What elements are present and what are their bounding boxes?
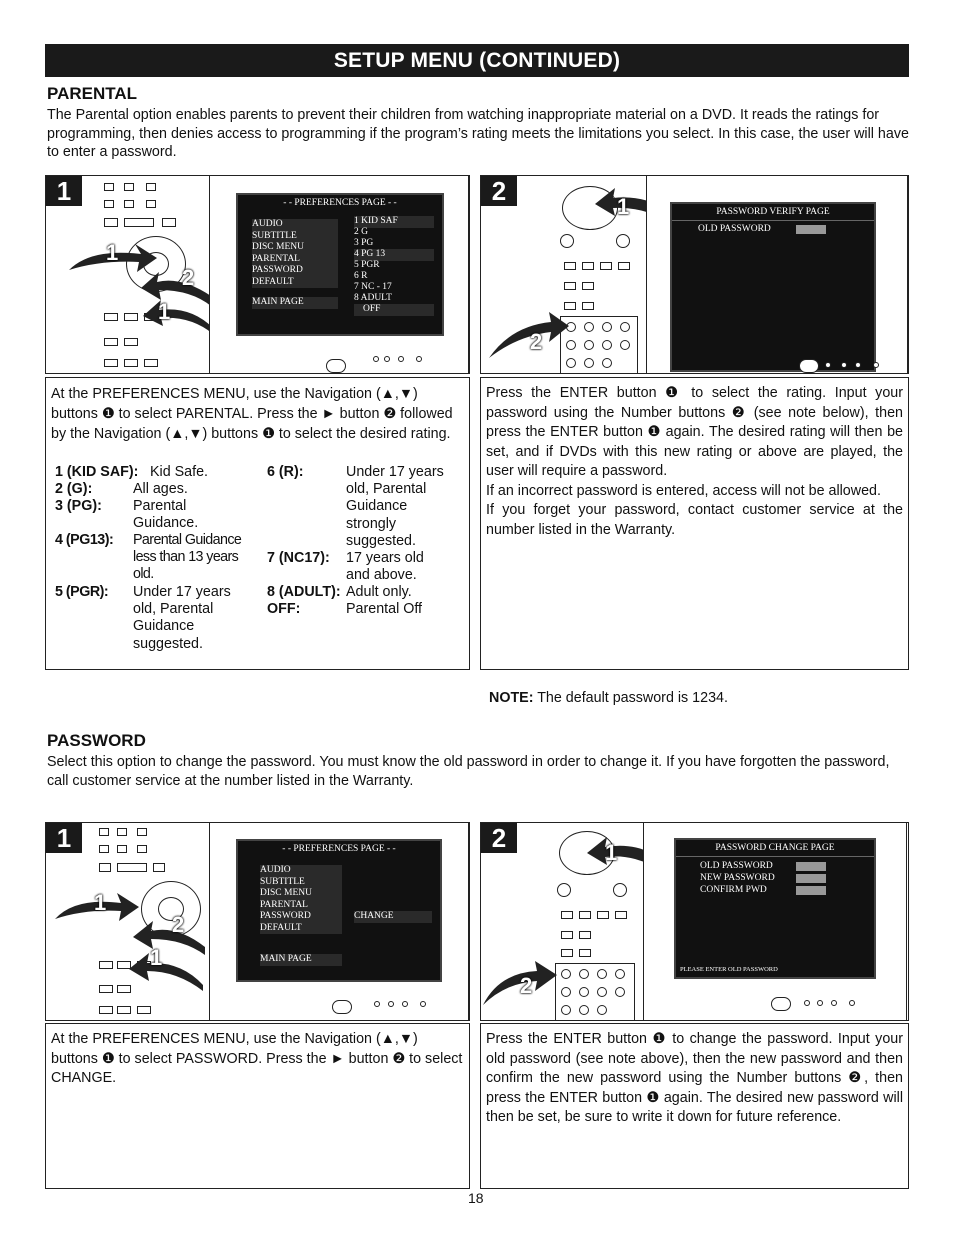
rating-value: Parental Guidance. [133, 498, 199, 532]
callout-number: 2 [182, 265, 195, 290]
tv-control-dot [831, 1000, 837, 1006]
note-text: The default password is 1234. [533, 690, 728, 706]
remote-button [146, 200, 156, 208]
callout-number: 1 [150, 945, 163, 970]
remote-button [104, 183, 114, 191]
remote-button [99, 828, 109, 836]
instruction-paragraph: Press the ENTER button ❶ to select the rating. Input your password using the Number buttons ❷ (see note below), then press the ENTER button ❶ again. The desired rating will then be set, and if DVDs with this new rating or above are played, the user will require a password. [486, 385, 903, 479]
remote-button [117, 863, 147, 872]
osd-menu-item: PARENTAL [260, 900, 342, 912]
note-label: NOTE: [489, 690, 534, 706]
osd-field-label: CONFIRM PWD [700, 885, 767, 895]
tv-control-dot [384, 356, 390, 362]
tv-control-dot [817, 1000, 823, 1006]
step-number: 2 [481, 823, 517, 853]
remote-button [162, 218, 176, 227]
parental-instructions-text: At the PREFERENCES MENU, use the Navigation (▲,▼) buttons ❶ to select PARENTAL. Press the ► button ❷ followed by the Navigation (▲,▼) buttons ❶ to select the desired rating. [51, 386, 453, 442]
password-figure-2 [480, 822, 909, 1021]
tv-control-dot [841, 362, 847, 368]
confirm-password-box [796, 886, 826, 895]
password-intro: Select this option to change the password. You must know the old password in order to change it. If you have forgotten the password, call customer service at the number listed in the Warranty. [47, 754, 890, 789]
osd-title: PASSWORD CHANGE PAGE [676, 843, 874, 857]
osd-prompt: PLEASE ENTER OLD PASSWORD [680, 966, 778, 973]
rating-key: 4 (PG13): [55, 532, 114, 548]
osd-field-label: OLD PASSWORD [698, 224, 771, 234]
instruction-paragraph: If you forget your password, contact customer service at the number listed in the Warranty. [486, 502, 903, 538]
remote-button [124, 218, 154, 227]
tv-knob [799, 359, 819, 373]
tv-knob [771, 997, 791, 1011]
osd-title: - - PREFERENCES PAGE - - [283, 198, 397, 208]
remote-button [124, 200, 134, 208]
tv-screen [674, 838, 876, 979]
tv-control-dot [398, 356, 404, 362]
osd-menu-item: DEFAULT [252, 277, 338, 289]
tv-control-dot [804, 1000, 810, 1006]
rating-value: Parental Guidance less than 13 years old. [133, 532, 242, 583]
osd-menu-item: PARENTAL [252, 254, 338, 266]
osd-menu-item: SUBTITLE [252, 231, 338, 243]
rating-value: All ages. [133, 481, 188, 497]
remote-button [124, 338, 138, 346]
callout-number: 2 [530, 329, 543, 354]
osd-rating-item: 4 PG 13 [354, 249, 434, 261]
tv-control-dot [825, 362, 831, 368]
rating-key: 8 (ADULT): [267, 584, 341, 600]
tv-screen [236, 839, 442, 982]
rating-key: 2 (G): [55, 481, 93, 497]
tv-knob [326, 359, 346, 373]
osd-rating-item: 3 PG [354, 238, 374, 248]
tv-control-dot [855, 362, 861, 368]
parental-figure-1 [45, 175, 470, 374]
remote-button [99, 1006, 113, 1014]
tv-control-dot [373, 356, 379, 362]
rating-list-left [55, 464, 255, 664]
tv-control-dot [388, 1001, 394, 1007]
instruction-paragraph: At the PREFERENCES MENU, use the Navigation (▲,▼) buttons ❶ to select PASSWORD. Press the ► button ❷ to select CHANGE. [51, 1031, 463, 1086]
page-number: 18 [468, 1190, 484, 1206]
rating-key: 1 (KID SAF): [55, 464, 139, 480]
osd-title: - - PREFERENCES PAGE - - [282, 844, 396, 854]
remote-button [124, 359, 138, 367]
remote-button [104, 338, 118, 346]
osd-rating-item: 2 G [354, 227, 368, 237]
callout-number: 1 [106, 240, 119, 265]
rating-value: Parental Off [346, 601, 423, 617]
remote-button [104, 200, 114, 208]
osd-field-label: OLD PASSWORD [700, 861, 773, 871]
rating-list-right [267, 464, 467, 664]
tv-control-dot [873, 362, 879, 368]
tv-control-dot [402, 1001, 408, 1007]
rating-value: 17 years old and above. [346, 550, 424, 584]
osd-rating-item: 5 PGR [354, 260, 380, 270]
new-password-box [796, 874, 826, 883]
tv-control-dot [374, 1001, 380, 1007]
remote-button [117, 845, 127, 853]
parental-intro: The Parental option enables parents to prevent their children from watching inappropriate material on a DVD. It reads the ratings for programming, then denies access to programming if the program’s rating meets the limitations you select. In this case, the user will have to enter a password. [47, 107, 909, 160]
osd-menu-item: MAIN PAGE [260, 954, 342, 966]
parental-instructions-right [480, 377, 909, 670]
tv-control-dot [420, 1001, 426, 1007]
remote-button [99, 845, 109, 853]
parental-instructions-left [45, 377, 470, 670]
osd-menu-item: DEFAULT [260, 923, 342, 935]
osd-menu-item: AUDIO [260, 865, 342, 877]
remote-button [144, 359, 158, 367]
osd-menu-item: DISC MENU [260, 888, 342, 900]
remote-button [137, 1006, 151, 1014]
remote-button [146, 183, 156, 191]
parental-figure-2 [480, 175, 909, 374]
osd-rating-item: OFF [354, 304, 434, 316]
osd-rating-item: 8 ADULT [354, 293, 392, 303]
password-heading: PASSWORD [47, 731, 146, 750]
password-input-box [796, 225, 826, 234]
instruction-paragraph: Press the ENTER button ❶ to change the password. Input your old password (see note above), then the new password and then confirm the new password using the Number buttons ❷, then press the ENTER button ❶ again. The desired new password will then be set, be sure to write it down for future reference. [486, 1031, 903, 1125]
callout-number: 1 [158, 299, 171, 324]
osd-menu-item: PASSWORD [260, 911, 342, 923]
osd-menu-item: PASSWORD [252, 265, 338, 277]
tv-screen [236, 193, 444, 336]
arrow-pointers-icon [61, 236, 221, 336]
remote-button [99, 863, 111, 872]
tv-control-dot [849, 1000, 855, 1006]
osd-menu-item: DISC MENU [252, 242, 338, 254]
tv-knob [332, 1000, 352, 1014]
callout-number: 2 [520, 973, 533, 998]
osd-rating-item: 6 R [354, 271, 368, 281]
rating-key: 6 (R): [267, 464, 304, 480]
osd-field-label: NEW PASSWORD [700, 873, 775, 883]
arrow-pointers-icon [51, 891, 211, 991]
tv-screen [670, 202, 876, 372]
osd-change-option: CHANGE [354, 911, 432, 923]
remote-button [117, 828, 127, 836]
step-number: 1 [46, 823, 82, 853]
osd-rating-item: 1 KID SAF [354, 216, 434, 228]
callout-number: 1 [617, 194, 630, 219]
remote-button [124, 183, 134, 191]
remote-button [137, 845, 147, 853]
remote-button [104, 359, 118, 367]
rating-value: Under 17 years old, Parental Guidance suggested. [133, 584, 231, 652]
rating-key: OFF: [267, 601, 301, 617]
callout-number: 1 [94, 890, 107, 915]
password-instructions-right [480, 1023, 909, 1189]
step-number: 2 [481, 176, 517, 206]
osd-menu-item: MAIN PAGE [252, 297, 338, 309]
osd-title: PASSWORD VERIFY PAGE [672, 207, 874, 221]
osd-menu-item: SUBTITLE [260, 877, 342, 889]
osd-rating-item: 7 NC - 17 [354, 282, 392, 292]
rating-key: 7 (NC17): [267, 550, 330, 566]
remote-button [117, 1006, 131, 1014]
callout-number: 2 [172, 912, 185, 937]
page-banner: SETUP MENU (CONTINUED) [45, 44, 909, 77]
step-number: 1 [46, 176, 82, 206]
old-password-box [796, 862, 826, 871]
osd-menu-item: AUDIO [252, 219, 338, 231]
rating-key: 5 (PGR): [55, 584, 109, 600]
remote-button [104, 218, 118, 227]
instruction-paragraph: If an incorrect password is entered, access will not be allowed. [486, 482, 881, 499]
callout-number: 1 [605, 840, 618, 865]
rating-key: 3 (PG): [55, 498, 102, 514]
rating-value: Under 17 years old, Parental Guidance strongly suggested. [346, 464, 444, 549]
rating-value: Kid Safe. [150, 464, 209, 480]
tv-control-dot [416, 356, 422, 362]
rating-value: Adult only. [346, 584, 412, 600]
remote-button [137, 828, 147, 836]
remote-button [153, 863, 165, 872]
password-figure-1 [45, 822, 470, 1021]
password-instructions-left [45, 1023, 470, 1189]
parental-heading: PARENTAL [47, 84, 138, 103]
default-password-note [489, 690, 728, 706]
